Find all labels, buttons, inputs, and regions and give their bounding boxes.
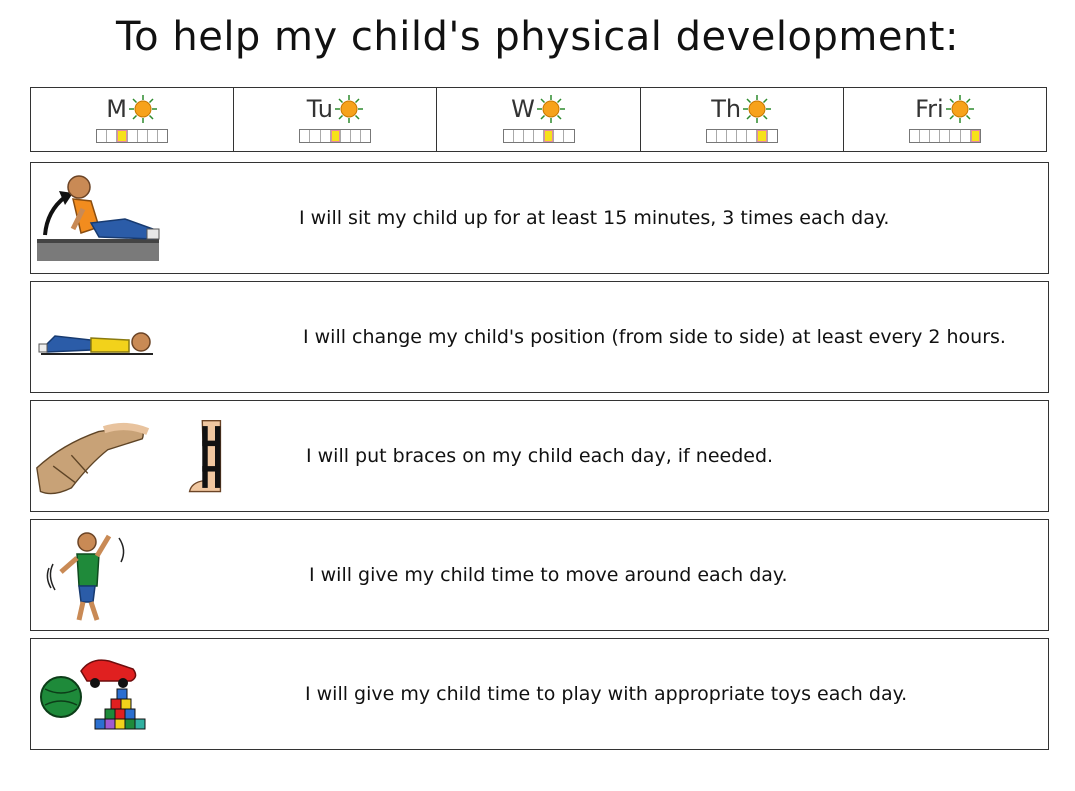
activity-row-move-around [30, 519, 1049, 631]
sun-icon [536, 94, 566, 124]
sun-icon [742, 94, 772, 124]
activity-row-toys [30, 638, 1049, 750]
week-strip [503, 129, 575, 143]
braces-icon [35, 409, 235, 505]
activity-text: I will change my child's position (from side to side) at least every 2 hours. [303, 326, 1006, 348]
sun-icon [334, 94, 364, 124]
week-strip [299, 129, 371, 143]
activity-row-braces [30, 400, 1049, 512]
day-label: M [106, 95, 127, 123]
activity-text: I will sit my child up for at least 15 minutes, 3 times each day. [299, 207, 890, 229]
day-label: Fri [915, 95, 944, 123]
activity-row-sit-up [30, 162, 1049, 274]
lying-down-icon [35, 290, 235, 386]
moving-child-icon [35, 528, 235, 624]
activity-text: I will put braces on my child each day, if needed. [306, 445, 774, 467]
weekday-header [30, 87, 1047, 152]
activity-text: I will give my child time to move around each day. [309, 564, 788, 586]
activity-row-change-position [30, 281, 1049, 393]
activity-text: I will give my child time to play with appropriate toys each day. [305, 683, 908, 705]
day-label: W [511, 95, 535, 123]
sitting-up-icon [35, 171, 235, 267]
sun-icon [128, 94, 158, 124]
sun-icon [945, 94, 975, 124]
week-strip [909, 129, 981, 143]
day-friday [844, 88, 1046, 151]
week-strip [96, 129, 168, 143]
day-monday [31, 88, 234, 151]
day-tuesday [234, 88, 437, 151]
toys-icon [35, 647, 235, 743]
page-title: To help my child's physical development: [116, 14, 959, 60]
day-wednesday [437, 88, 640, 151]
day-thursday [641, 88, 844, 151]
day-label: Tu [306, 95, 333, 123]
week-strip [706, 129, 778, 143]
day-label: Th [711, 95, 742, 123]
